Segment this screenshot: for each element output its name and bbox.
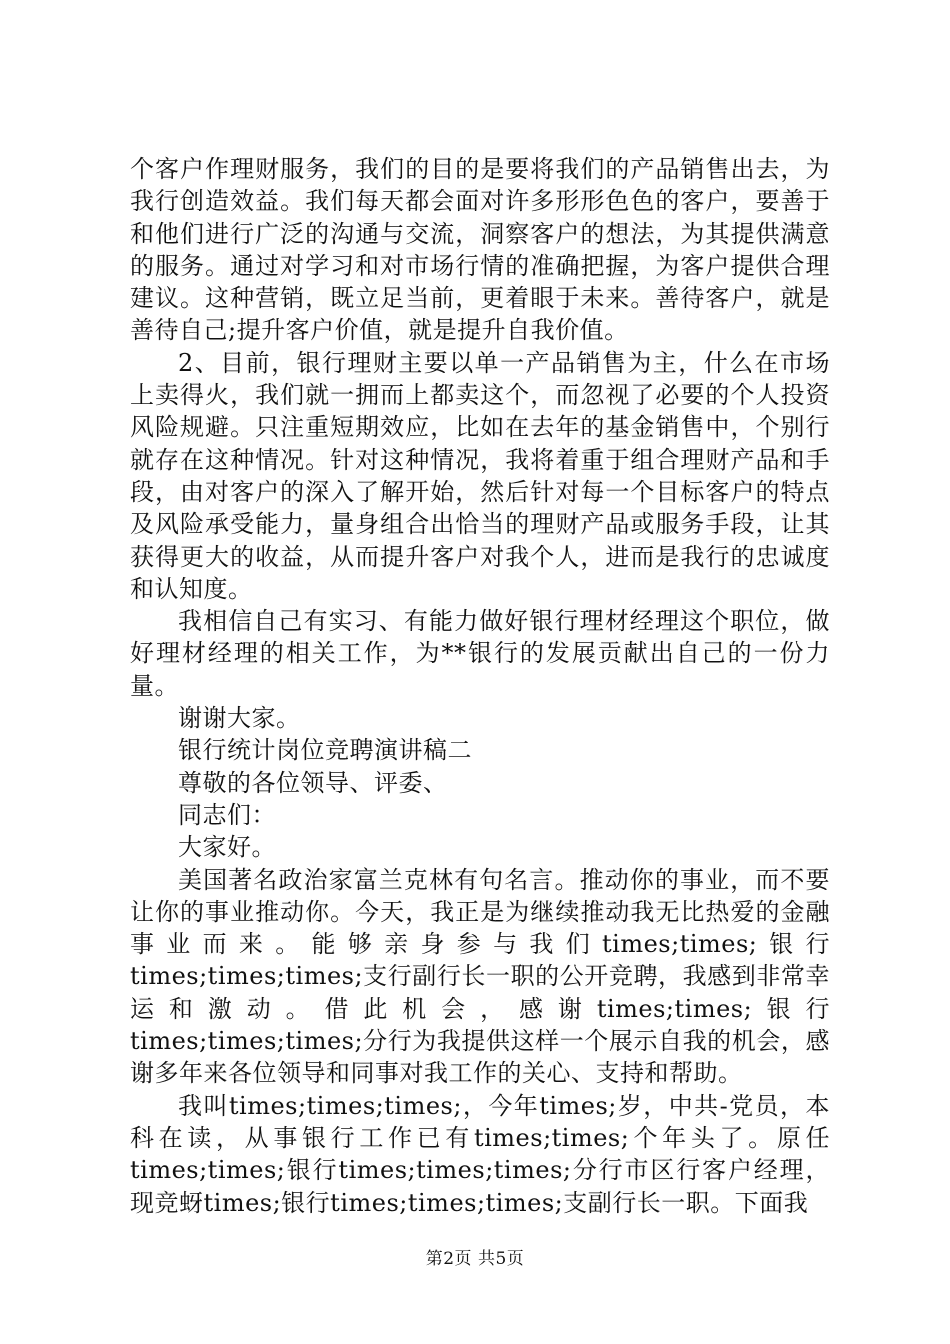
paragraph-continuation: 个客户作理财服务，我们的目的是要将我们的产品销售出去，为我行创造效益。我们每天都会面对许多形形色色的客户，要善于和他们进行广泛的沟通与交流，洞察客户的想法，为其提供满意的服务。通过对学习和对市场行情的准确把握，为客户提供合理建议。这种营销，既立足当前，更着眼于未来。善待客户，就是善待自己;提升客户价值，就是提升自我价值。 (130, 155, 830, 345)
paragraph-confidence: 我相信自己有实习、有能力做好银行理材经理这个职位，做好理材经理的相关工作，为**银行的发展贡献出自己的一份力量。 (130, 607, 830, 700)
paragraph-franklin-quote: 美国著名政治家富兰克林有句名言。推动你的事业，而不要让你的事业推动你。今天，我正是为继续推动我无比热爱的金融事业而来。能够亲身参与我们times;times;银行times;times;times;支行副行长一职的公开竞聘，我感到非常幸运和激动。借此机会，感谢times;times;银行times;times;times;分行为我提供这样一个展示自我的机会，感谢多年来各位领导和同事对我工作的关心、支持和帮助。 (130, 865, 830, 1088)
document-body (130, 153, 830, 1219)
greeting: 大家好。 (178, 833, 276, 862)
salutation-comrades: 同志们： (178, 800, 276, 829)
paragraph-thanks: 谢谢大家。 (178, 704, 301, 733)
page-footer: 第2页 共5页 (425, 1249, 525, 1269)
salutation-leaders: 尊敬的各位领导、评委、 (178, 768, 448, 797)
paragraph-self-intro: 我叫times;times;times;，今年times;岁，中共-党员，本科在读，从事银行工作已有times;times;个年头了。原任times;times;银行times;times;times;分行市区行客户经理，现竞蚜times;银行times;times;times;支副行长一职。下面我 (130, 1091, 830, 1217)
section-heading: 银行统计岗位竞聘演讲稿二 (178, 736, 472, 765)
paragraph-point-2: 2、目前，银行理财主要以单一产品销售为主，什么在市场上卖得火，我们就一拥而上都卖这个，而忽视了必要的个人投资风险规避。只注重短期效应，比如在去年的基金销售中，个别行就存在这种情况。针对这种情况，我将着重于组合理财产品和手段，由对客户的深入了解开始，然后针对每一个目标客户的特点及风险承受能力，量身组合出恰当的理财产品或服务手段，让其获得更大的收益，从而提升客户对我个人，进而是我行的忠诚度和认知度。 (130, 348, 830, 603)
